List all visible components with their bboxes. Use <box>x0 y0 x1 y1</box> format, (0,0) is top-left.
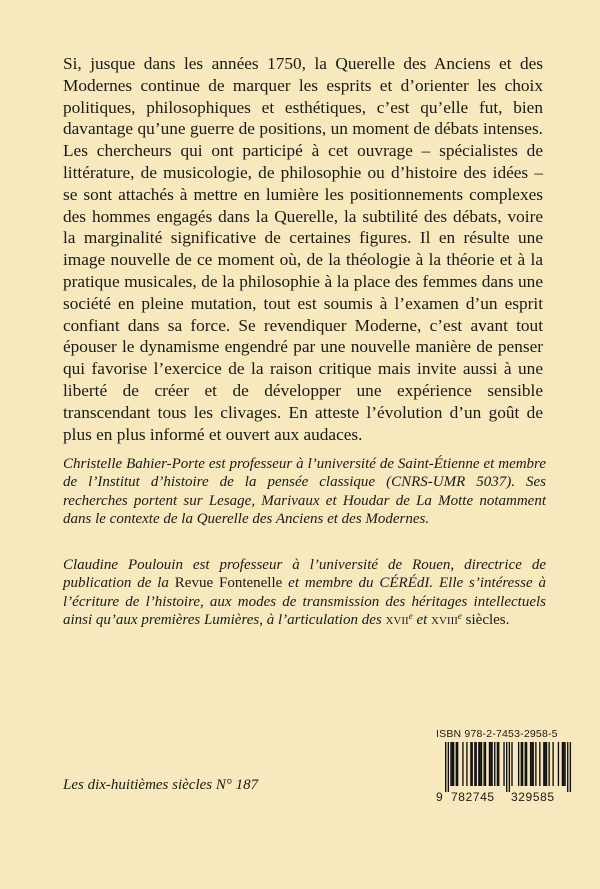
back-cover-text: Si, jusque dans les années 1750, la Querelle des Anciens et des Modernes continue de marquer les esprits et d’orienter les choix politiques, philosophiques et esthétiques, c’est qu’elle fut, bien davantage qu’une guerre de positions, un moment de débats intenses. Les chercheurs qui ont participé à cet ouvrage – spécialistes de littérature, de musicologie, de philosophie ou d’histoire des idées – se sont attachés à mettre en lumière les positionnements complexes des hommes engagés dans la Querelle, la subtilité des débats, voire la marginalité significative de certaines figures. Il en résulte une image nouvelle de ce moment où, de la théologie à la théorie et à la pratique musicales, de la philosophie à la place des femmes dans une société en pleine mutation, tout est soumis à l’examen d’un esprit confiant dans sa force. Se revendiquer Moderne, c’est avant tout épouser le dynamisme engendré par une nouvelle manière de penser qui favorise l’exercice de la raison critique mais invite aussi à une liberté de créer et de développer une expérience sensible transcendant tous les clivages. En atteste l’évolution d’un goût de plus en plus informé et ouvert aux audaces. <box>63 54 543 444</box>
barcode-bar <box>453 742 454 786</box>
barcode-bar <box>511 742 512 786</box>
barcode-bar <box>466 742 467 786</box>
ean-left-group: 782745 <box>451 790 495 804</box>
bio-text-part-1: Claudine Poulouin est professeur à l’université de Rouen, directrice de publication de la <box>63 557 546 592</box>
barcode-bar <box>567 742 568 792</box>
barcode-bar <box>546 742 547 786</box>
barcode-bar <box>530 742 531 786</box>
barcode-bar <box>563 742 564 786</box>
barcode-bar <box>485 742 486 786</box>
barcode-bar <box>445 742 446 792</box>
barcode-bar <box>544 742 545 786</box>
bio-text-and: et <box>412 612 432 629</box>
barcode-bar <box>503 742 504 786</box>
isbn-label: ISBN 978-2-7453-2958-5 <box>436 728 558 740</box>
barcode-bar <box>498 742 499 786</box>
author-bio-bahier-porte: Christelle Bahier-Porte est professeur à l’université de Saint-Étienne et membre de l’Institut d’histoire de la pensée classique (CNRS-UMR 5037). Ses recherches portent sur Lesage, Marivaux et Houdar de La Motte notamment dans le contexte de la Querelle des Anciens et des Modernes. <box>63 456 546 528</box>
barcode-bar <box>474 742 475 786</box>
barcode-bar <box>539 742 540 786</box>
journal-title: Revue Fontenelle <box>174 575 283 592</box>
barcode-bar <box>462 742 463 786</box>
barcode-bar <box>521 742 522 786</box>
century-18-sup: e <box>457 611 462 622</box>
barcode-bar <box>489 742 490 786</box>
isbn-barcode-block <box>436 728 573 806</box>
century-17-sup: e <box>408 611 413 622</box>
barcode-bar <box>533 742 534 786</box>
barcode-bar <box>522 742 523 786</box>
bio-text-part-3: siècles. <box>461 612 510 629</box>
barcode-bar <box>472 742 473 786</box>
barcode-bar <box>562 742 563 786</box>
barcode-bar <box>448 742 449 792</box>
barcode-bar <box>518 742 519 786</box>
barcode-bar <box>509 742 510 792</box>
barcode-bar <box>483 742 484 786</box>
barcode-bar <box>490 742 491 786</box>
barcode-bar <box>564 742 565 786</box>
barcode-bar <box>558 742 559 786</box>
barcode-bar <box>450 742 451 786</box>
barcode-bar <box>494 742 495 786</box>
barcode-bar <box>525 742 526 786</box>
barcode-bar <box>526 742 527 786</box>
barcode-bar <box>506 742 507 792</box>
ean-first-digit: 9 <box>436 790 444 804</box>
barcode-bar <box>456 742 457 786</box>
barcode-bar <box>548 742 549 786</box>
barcode-bar <box>552 742 553 786</box>
barcode-bar <box>491 742 492 786</box>
barcode-bar <box>478 742 479 786</box>
series-title: Les dix-huitièmes siècles N° 187 <box>63 777 259 793</box>
barcode-bar <box>535 742 536 786</box>
barcode-bar <box>570 742 571 792</box>
bio-text-part-2: et membre du CÉRÉdI. Elle s’intéresse à l’écriture de l’histoire, aux modes de transmission des héritages intellectuels ainsi qu’aux premières Lumières, à l’articulation des <box>63 575 546 629</box>
barcode-bar <box>497 742 498 786</box>
barcode-bar <box>470 742 471 786</box>
barcode-icon <box>436 742 573 792</box>
century-18: xviii <box>431 612 458 629</box>
barcode-bar <box>531 742 532 786</box>
barcode-bar <box>476 742 477 786</box>
author-bio-poulouin <box>63 556 546 630</box>
barcode-bar <box>452 742 453 786</box>
barcode-bar <box>481 742 482 786</box>
century-17: xvii <box>385 612 409 629</box>
barcode-bar <box>479 742 480 786</box>
ean-digits <box>436 789 573 805</box>
barcode-bar <box>457 742 458 786</box>
barcode-bar <box>543 742 544 786</box>
ean-right-group: 329585 <box>511 790 555 804</box>
